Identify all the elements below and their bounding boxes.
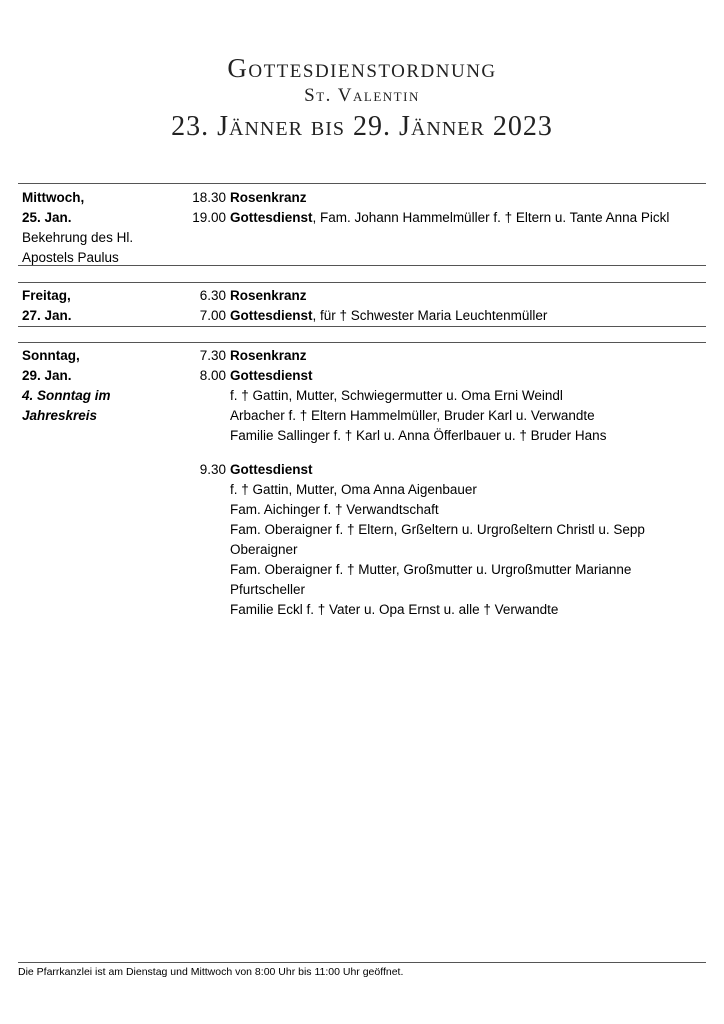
intention-line: Arbacher f. † Eltern Hammelmüller, Bruder Karl u. Verwandte [230,408,595,423]
event-time: 9.30 [199,462,226,477]
event-name: Rosenkranz [230,348,307,363]
mass-intentions [172,386,712,446]
feast-note: Jahreskreis [22,408,98,423]
event-row [172,188,712,208]
date: 29. Jan. [22,368,72,383]
office-hours-note: Die Pfarrkanzlei ist am Dienstag und Mittwoch von 8:00 Uhr bis 11:00 Uhr geöffnet. [18,966,404,978]
event-list [172,188,712,228]
event-list [172,286,712,326]
event-name: Gottesdienst [230,210,313,225]
divider [18,326,706,327]
spacer [172,446,712,460]
footer-divider [18,962,706,963]
feast-note: Bekehrung des Hl. [22,230,134,245]
date: 25. Jan. [22,210,72,225]
intention-line: Fam. Oberaigner f. † Mutter, Großmutter u. Urgroßmutter Marianne [230,562,632,577]
intention-line: Pfurtscheller [230,582,306,597]
event-list [172,346,712,620]
weekday: Sonntag, [22,348,80,363]
intention-line: Fam. Oberaigner f. † Eltern, Grßeltern u. Urgroßeltern Christl u. Sepp [230,522,645,537]
page-header [0,52,724,144]
event-name: Gottesdienst [230,462,313,477]
event-name: Rosenkranz [230,288,307,303]
event-name: Gottesdienst [230,308,313,323]
event-row [172,460,712,480]
event-time: 7.00 [199,308,226,323]
intention-line: f. † Gattin, Mutter, Oma Anna Aigenbauer [230,482,477,497]
event-detail: , für † Schwester Maria Leuchtenmüller [312,308,548,323]
event-detail: , Fam. Johann Hammelmüller f. † Eltern u. Tante Anna Pickl [312,210,670,225]
event-time: 7.30 [199,348,226,363]
intention-line: Oberaigner [230,542,298,557]
event-name: Gottesdienst [230,368,313,383]
event-name: Rosenkranz [230,190,307,205]
event-time: 19.00 [192,210,226,225]
weekday: Mittwoch, [22,190,85,205]
intention-line: f. † Gattin, Mutter, Schwiegermutter u. Oma Erni Weindl [230,388,563,403]
intention-line: Familie Eckl f. † Vater u. Opa Ernst u. alle † Verwandte [230,602,559,617]
parish-name: St. Valentin [304,85,420,106]
intention-line: Fam. Aichinger f. † Verwandtschaft [230,502,439,517]
divider [18,183,706,184]
event-row [172,286,712,306]
page-title: Gottesdienstordnung [227,53,497,83]
event-row [172,366,712,386]
divider [18,342,706,343]
mass-intentions [172,480,712,620]
event-row [172,346,712,366]
day-label [22,286,172,326]
feast-note: Apostels Paulus [22,250,119,265]
intention-line: Familie Sallinger f. † Karl u. Anna Öfferlbauer u. † Bruder Hans [230,428,607,443]
day-label [22,188,172,268]
event-row [172,306,712,326]
event-time: 18.30 [192,190,226,205]
date: 27. Jan. [22,308,72,323]
divider [18,282,706,283]
divider [18,265,706,266]
event-row [172,208,712,228]
feast-note: 4. Sonntag im [22,388,111,403]
date-range: 23. Jänner bis 29. Jänner 2023 [171,111,553,142]
event-time: 8.00 [199,368,226,383]
weekday: Freitag, [22,288,71,303]
event-time: 6.30 [199,288,226,303]
day-label [22,346,172,426]
